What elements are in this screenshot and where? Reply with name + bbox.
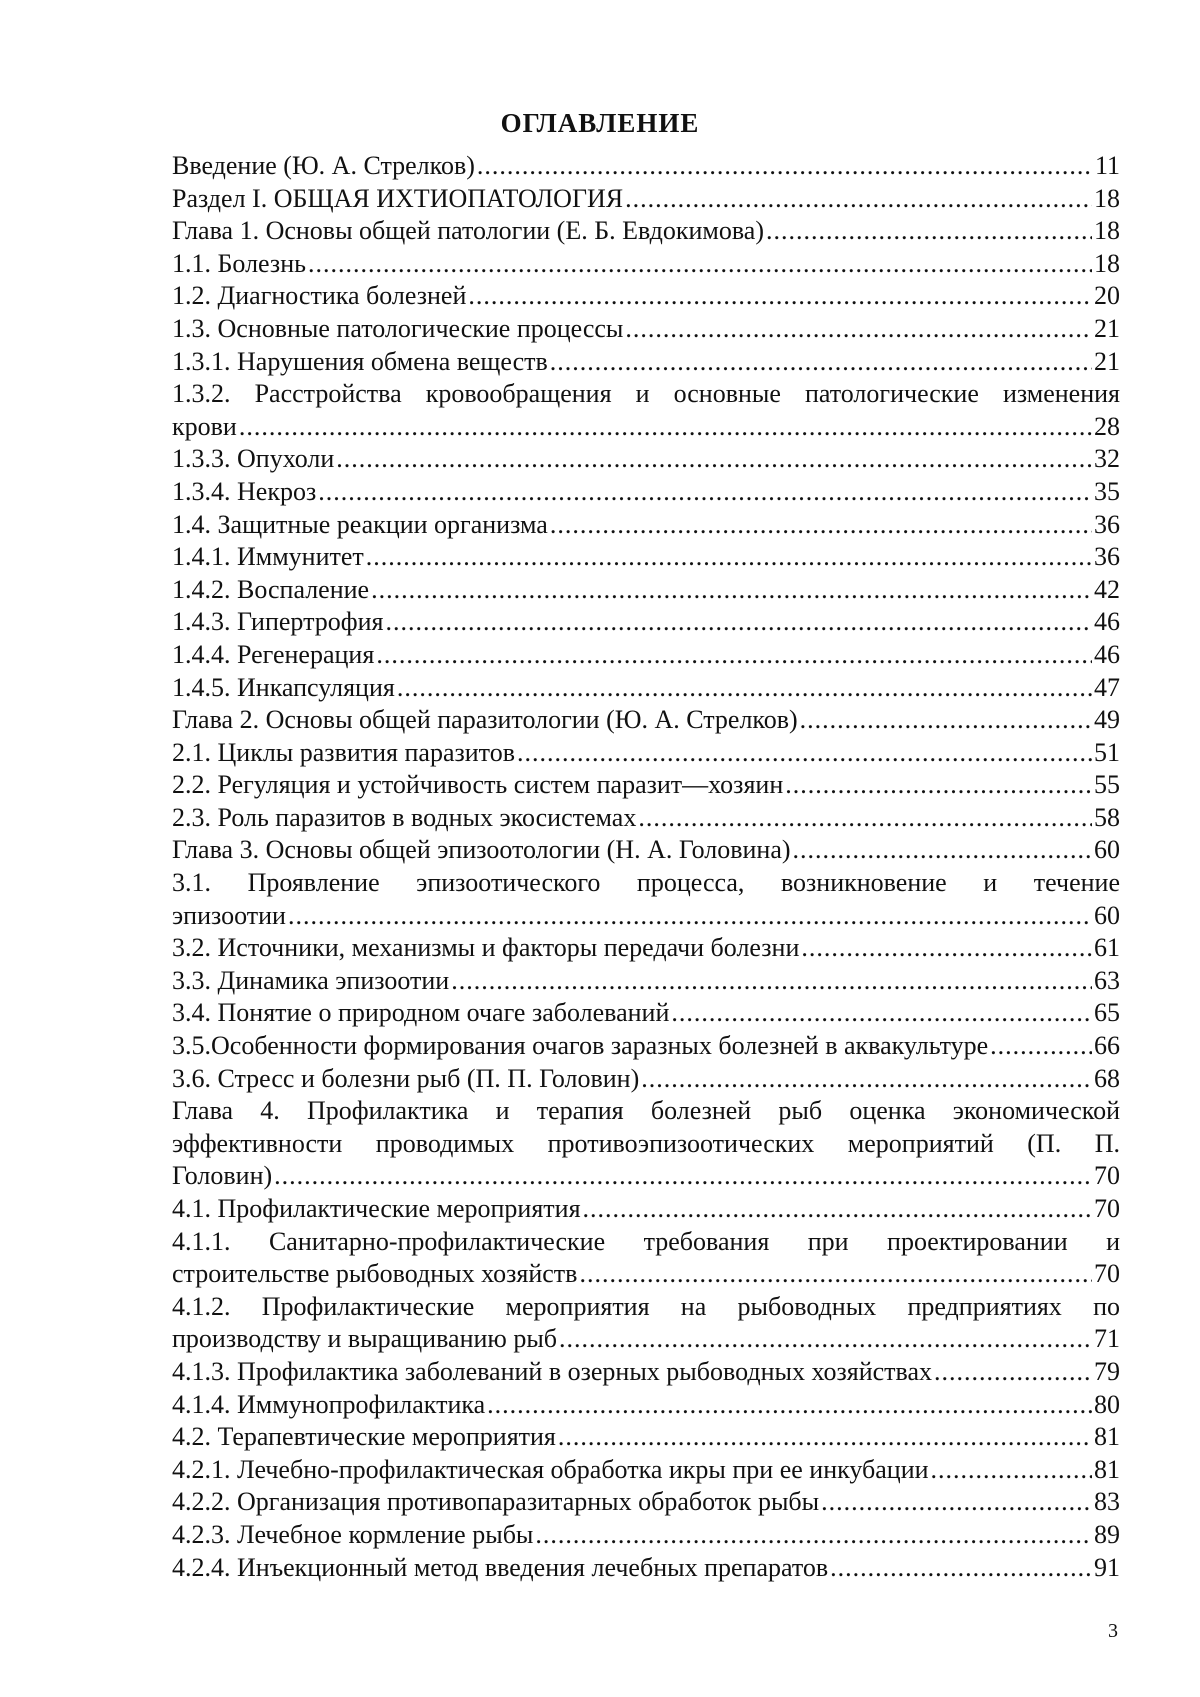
toc-entry-page: 83 [1094,1487,1120,1517]
toc-entry-title: 3.5.Особенности формирования очагов заразных болезней в аквакультуре [172,1031,989,1061]
dot-leader [638,802,1092,835]
dot-leader [766,215,1092,248]
toc-entry-line [172,1486,1120,1519]
toc-entry-line [172,1552,1120,1585]
toc-entry [172,378,1120,443]
toc-entry-title: 1.4.4. Регенерация [172,639,375,669]
dot-leader [931,1454,1092,1487]
toc-entry-page: 28 [1094,411,1120,441]
toc-entry [172,1291,1120,1356]
toc-entry [172,932,1120,965]
toc-entry [172,313,1120,346]
dot-leader [558,1421,1092,1454]
toc-entry-line [172,802,1120,835]
toc-entry-page: 46 [1094,607,1120,637]
toc-entry-line [172,1063,1120,1096]
toc-entry-title-line: 3.1. Проявление эпизоотического процесса, возникновение и течение [172,868,1120,898]
dot-leader [793,834,1092,867]
toc-entry [172,802,1120,835]
toc-entry-title: 4.2.1. Лечебно-профилактическая обработка икры при ее инкубации [172,1454,929,1484]
toc-entry-page: 65 [1094,998,1120,1028]
page-number: 3 [1108,1620,1118,1642]
table-of-contents [172,150,1120,1584]
dot-leader [288,900,1092,933]
toc-entry-title-line: Глава 4. Профилактика и терапия болезней рыб оценка экономической [172,1096,1120,1126]
toc-entry-line [172,932,1120,965]
toc-entry-title: производству и выращиванию рыб [172,1324,558,1354]
toc-entry-title: 1.2. Диагностика болезней [172,281,467,311]
toc-entry-page: 80 [1094,1389,1120,1419]
toc-entry-page: 55 [1094,770,1120,800]
dot-leader [397,672,1092,705]
dot-leader [274,1160,1092,1193]
toc-entry-page: 35 [1094,476,1120,506]
toc-entry-title: 4.2.4. Инъекционный метод введения лечебных препаратов [172,1552,829,1582]
toc-entry-title: 2.1. Циклы развития паразитов [172,737,515,767]
toc-entry-title: 1.4. Защитные реакции организма [172,509,548,539]
toc-entry-page: 70 [1094,1194,1120,1223]
toc-entry-line [172,183,1120,216]
toc-entry-line [172,606,1120,639]
dot-leader [535,1519,1092,1552]
toc-entry-title: 4.1.3. Профилактика заболеваний в озерных рыбоводных хозяйствах [172,1356,932,1386]
toc-entry-line [172,346,1120,379]
toc-entry-title-line: 1.3.2. Расстройства кровообращения и основные патологические изменения [172,379,1120,409]
dot-leader [376,639,1092,672]
toc-entry-title: 3.4. Понятие о природном очаге заболеваний [172,998,670,1028]
dot-leader [801,932,1092,965]
toc-entry-line [172,704,1120,737]
toc-entry-page: 18 [1094,183,1120,213]
toc-entry-line [172,411,1120,444]
dot-leader [336,443,1092,476]
toc-entry-title: 1.3.3. Опухоли [172,444,335,474]
toc-entry-line [172,1160,1120,1193]
toc-entry [172,639,1120,672]
toc-entry [172,867,1120,932]
toc-entry-title: Раздел I. ОБЩАЯ ИХТИОПАТОЛОГИЯ [172,183,624,213]
toc-entry-title: 3.6. Стресс и болезни рыб (П. П. Головин) [172,1063,640,1093]
toc-entry-line [172,769,1120,802]
toc-entry-line [172,541,1120,574]
toc-entry-page: 32 [1094,444,1120,474]
toc-entry [172,215,1120,248]
toc-entry-title: эпизоотии [172,900,286,930]
dot-leader [559,1323,1092,1356]
toc-entry [172,1095,1120,1193]
dot-leader [625,313,1092,346]
toc-entry-line [172,443,1120,476]
toc-entry-line [172,1030,1120,1063]
toc-entry-title: 1.4.5. Инкапсуляция [172,672,395,702]
toc-entry-line [172,965,1120,998]
toc-entry-title-line: 4.1.2. Профилактические мероприятия на рыбоводных предприятиях по [172,1291,1120,1321]
dot-leader [550,346,1092,379]
toc-entry-line [172,997,1120,1030]
dot-leader [800,704,1092,737]
toc-entry [172,1389,1120,1422]
toc-entry-title: Введение (Ю. А. Стрелков) [172,151,475,180]
dot-leader [583,1193,1092,1226]
toc-entry-page: 61 [1094,933,1120,963]
dot-leader [934,1356,1092,1389]
dot-leader [625,183,1092,216]
toc-entry-page: 68 [1094,1063,1120,1093]
toc-entry [172,606,1120,639]
toc-entry-title: строительстве рыбоводных хозяйств [172,1259,578,1289]
toc-entry [172,541,1120,574]
toc-entry-title: 1.3.1. Нарушения обмена веществ [172,346,548,376]
toc-entry-page: 63 [1094,965,1120,995]
toc-entry-page: 11 [1094,151,1120,180]
toc-entry-page: 21 [1094,346,1120,376]
toc-entry-title: Глава 2. Основы общей паразитологии (Ю. А. Стрелков) [172,705,798,735]
toc-entry-title: 4.2. Терапевтические мероприятия [172,1422,556,1452]
toc-entry-page: 66 [1094,1031,1120,1061]
toc-entry-title-line: эффективности проводимых противоэпизоотических мероприятий (П. П. [172,1128,1120,1158]
dot-leader [477,150,1093,183]
toc-entry-line [172,215,1120,248]
toc-entry-line [172,1389,1120,1422]
toc-entry-page: 81 [1094,1422,1120,1452]
toc-entry [172,1193,1120,1226]
toc-entry-page: 36 [1094,542,1120,572]
toc-entry [172,476,1120,509]
toc-entry-page: 91 [1094,1552,1120,1582]
toc-entry [172,1030,1120,1063]
toc-entry-title: 3.2. Источники, механизмы и факторы передачи болезни [172,933,800,963]
toc-entry [172,574,1120,607]
dot-leader [451,965,1092,998]
toc-entry-line [172,900,1120,933]
toc-entry-page: 21 [1094,313,1120,343]
toc-entry [172,150,1120,183]
toc-entry-page: 36 [1094,509,1120,539]
toc-entry-page: 18 [1094,248,1120,278]
toc-entry-line [172,834,1120,867]
toc-entry [172,769,1120,802]
toc-entry [172,704,1120,737]
toc-entry-line [172,1454,1120,1487]
toc-entry [172,1552,1120,1585]
toc-entry-page: 89 [1094,1519,1120,1549]
dot-leader [239,411,1092,444]
dot-leader [579,1258,1092,1291]
toc-entry-title: 1.4.1. Иммунитет [172,542,364,572]
toc-entry [172,1421,1120,1454]
toc-entry-page: 20 [1094,281,1120,311]
dot-leader [468,280,1092,313]
toc-entry-line [172,672,1120,705]
toc-entry [172,280,1120,313]
toc-entry-page: 58 [1094,802,1120,832]
toc-entry-line [172,1258,1120,1291]
dot-leader [308,248,1092,281]
toc-entry-page: 81 [1094,1454,1120,1484]
toc-entry-title: 2.3. Роль паразитов в водных экосистемах [172,802,637,832]
toc-entry-page: 60 [1094,900,1120,930]
toc-entry-line [172,1421,1120,1454]
toc-entry-title: Глава 1. Основы общей патологии (Е. Б. Евдокимова) [172,216,765,246]
dot-leader [821,1486,1092,1519]
toc-entry [172,346,1120,379]
toc-entry-line [172,509,1120,542]
toc-entry [172,737,1120,770]
toc-entry-line [172,1323,1120,1356]
toc-entry [172,1063,1120,1096]
toc-entry-line [172,280,1120,313]
toc-entry [172,183,1120,216]
toc-entry [172,672,1120,705]
toc-entry-page: 49 [1094,705,1120,735]
toc-entry [172,443,1120,476]
toc-entry [172,1486,1120,1519]
toc-entry-title: 1.3.4. Некроз [172,476,317,506]
toc-entry-page: 18 [1094,216,1120,246]
dot-leader [318,476,1092,509]
dot-leader [990,1030,1092,1063]
dot-leader [517,737,1092,770]
page-title: ОГЛАВЛЕНИЕ [500,108,700,138]
toc-entry-line [172,248,1120,281]
dot-leader [671,997,1092,1030]
toc-entry-line [172,313,1120,346]
toc-entry-title: крови [172,411,237,441]
dot-leader [371,574,1092,607]
toc-entry [172,1454,1120,1487]
toc-entry-title: 4.1. Профилактические мероприятия [172,1194,581,1223]
toc-entry [172,997,1120,1030]
toc-entry [172,1226,1120,1291]
dot-leader [385,606,1092,639]
toc-entry [172,248,1120,281]
toc-entry-title: 4.1.4. Иммунопрофилактика [172,1389,486,1419]
toc-entry-page: 60 [1094,835,1120,865]
toc-entry-title: 1.4.2. Воспаление [172,574,370,604]
toc-entry-line [172,1519,1120,1552]
toc-entry-page: 47 [1094,672,1120,702]
toc-entry [172,834,1120,867]
toc-entry-page: 71 [1094,1324,1120,1354]
toc-entry-title: Головин) [172,1161,273,1191]
toc-entry-line [172,1193,1120,1226]
toc-entry-page: 46 [1094,639,1120,669]
dot-leader [550,509,1092,542]
toc-entry-line [172,150,1120,183]
toc-entry-title: 1.3. Основные патологические процессы [172,313,624,343]
toc-entry-title: 4.2.2. Организация противопаразитарных обработок рыбы [172,1487,820,1517]
toc-entry-title: 4.2.3. Лечебное кормление рыбы [172,1519,534,1549]
toc-entry-line [172,639,1120,672]
toc-entry-page: 70 [1094,1161,1120,1191]
toc-entry [172,965,1120,998]
toc-entry-title: 3.3. Динамика эпизоотии [172,965,450,995]
toc-entry-title: 1.1. Болезнь [172,248,306,278]
toc-entry-title-line: 4.1.1. Санитарно-профилактические требования при проектировании и [172,1226,1120,1256]
toc-entry-title: 1.4.3. Гипертрофия [172,607,384,637]
toc-entry-page: 70 [1094,1259,1120,1289]
toc-entry-page: 42 [1094,574,1120,604]
toc-entry-page: 51 [1094,737,1120,767]
toc-entry [172,1356,1120,1389]
dot-leader [830,1552,1092,1585]
toc-entry-page: 79 [1094,1356,1120,1386]
toc-entry [172,1519,1120,1552]
dot-leader [366,541,1092,574]
toc-entry-line [172,476,1120,509]
toc-entry-title: 2.2. Регуляция и устойчивость систем паразит—хозяин [172,770,784,800]
toc-entry-line [172,737,1120,770]
toc-entry [172,509,1120,542]
dot-leader [487,1389,1092,1422]
toc-entry-line [172,574,1120,607]
toc-entry-line [172,1356,1120,1389]
dot-leader [641,1063,1092,1096]
dot-leader [785,769,1092,802]
toc-entry-title: Глава 3. Основы общей эпизоотологии (Н. А. Головина) [172,835,791,865]
